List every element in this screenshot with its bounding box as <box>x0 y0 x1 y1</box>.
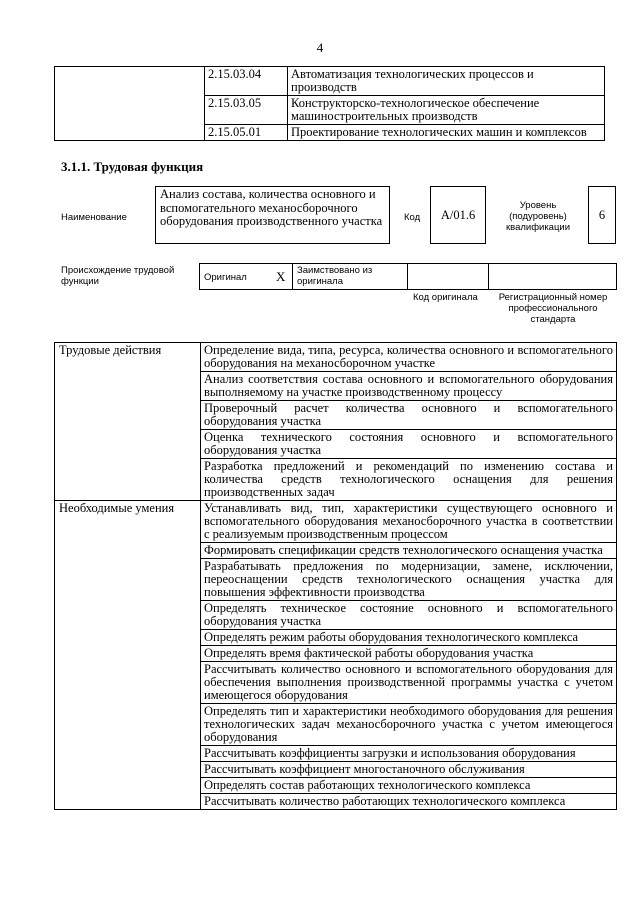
origin-frame <box>199 263 617 290</box>
list-item: Определять режим работы оборудования технологического комплекса <box>201 630 617 646</box>
list-item: Определение вида, типа, ресурса, количества основного и вспомогательного оборудования на механосборочном участке <box>201 343 617 372</box>
origin-label: Происхождение трудовой функции <box>61 265 175 287</box>
level-value-box: 6 <box>588 186 616 244</box>
education-codes-table <box>54 66 605 141</box>
section-title: 3.1.1. Трудовая функция <box>61 159 204 174</box>
list-item: Формировать спецификации средств технологического оснащения участка <box>201 543 617 559</box>
list-item: Рассчитывать коэффициент многостаночного обслуживания <box>201 762 617 778</box>
code-title-cell: Конструкторско-технологическое обеспечение машиностроительных производств <box>288 96 605 125</box>
function-name-box: Анализ состава, количества основного и вспомогательного механосборочного оборудования производственного участка <box>155 186 390 244</box>
divider <box>292 263 293 290</box>
original-label: Оригинал <box>204 272 247 283</box>
list-item: Определять состав работающих технологического комплекса <box>201 778 617 794</box>
list-item: Определять время фактической работы оборудования участка <box>201 646 617 662</box>
table-row <box>55 343 617 372</box>
code-cell: 2.15.03.05 <box>205 96 288 125</box>
level-label: Уровень (подуровень) квалификации <box>505 200 571 233</box>
borrowed-label: Заимствовано из оригинала <box>297 265 373 287</box>
original-mark: X <box>276 269 286 284</box>
list-item: Рассчитывать коэффициенты загрузки и использования оборудования <box>201 746 617 762</box>
list-item: Проверочный расчет количества основного и вспомогательного оборудования участка <box>201 401 617 430</box>
list-item: Устанавливать вид, тип, характеристики существующего основного и вспомогательного оборудования механосборочного участка в соответствии с реализуемым производственным процессом <box>201 501 617 543</box>
function-details-table <box>54 342 617 810</box>
empty-cell <box>55 67 205 141</box>
registration-caption: Регистрационный номер профессионального стандарта <box>498 292 608 325</box>
code-title-cell: Проектирование технологических машин и комплексов <box>288 125 605 141</box>
name-label: Наименование <box>61 212 127 223</box>
skills-label: Необходимые умения <box>55 501 201 810</box>
list-item: Разрабатывать предложения по модернизации, замене, исключении, переоснащении средств технологического оснащения участка для повышения эффективности производства <box>201 559 617 601</box>
code-original-caption: Код оригинала <box>413 292 478 303</box>
page-number: 4 <box>316 40 324 55</box>
list-item: Оценка технического состояния основного и вспомогательного оборудования участка <box>201 430 617 459</box>
list-item: Рассчитывать количество работающих технологического комплекса <box>201 794 617 810</box>
table-row <box>55 501 617 543</box>
code-title-cell: Автоматизация технологических процессов и производств <box>288 67 605 96</box>
table-row <box>55 67 605 96</box>
function-code-box: A/01.6 <box>430 186 486 244</box>
list-item: Разработка предложений и рекомендаций по изменению состава и количества средств технологического оснащения для решения производственных задач <box>201 459 617 501</box>
list-item: Определять техническое состояние основного и вспомогательного оборудования участка <box>201 601 617 630</box>
code-cell: 2.15.05.01 <box>205 125 288 141</box>
list-item: Анализ соответствия состава основного и вспомогательного оборудования выполняемому на участке производственному процессу <box>201 372 617 401</box>
list-item: Определять тип и характеристики необходимого оборудования для решения технологических задач механосборочного участка с учетом имеющегося оборудования <box>201 704 617 746</box>
divider <box>488 263 489 290</box>
list-item: Рассчитывать количество основного и вспомогательного оборудования для обеспечения выполнения производственной программы участка с учетом имеющегося оборудования <box>201 662 617 704</box>
code-cell: 2.15.03.04 <box>205 67 288 96</box>
divider <box>407 263 408 290</box>
code-label: Код <box>404 212 421 223</box>
labor-actions-label: Трудовые действия <box>55 343 201 501</box>
